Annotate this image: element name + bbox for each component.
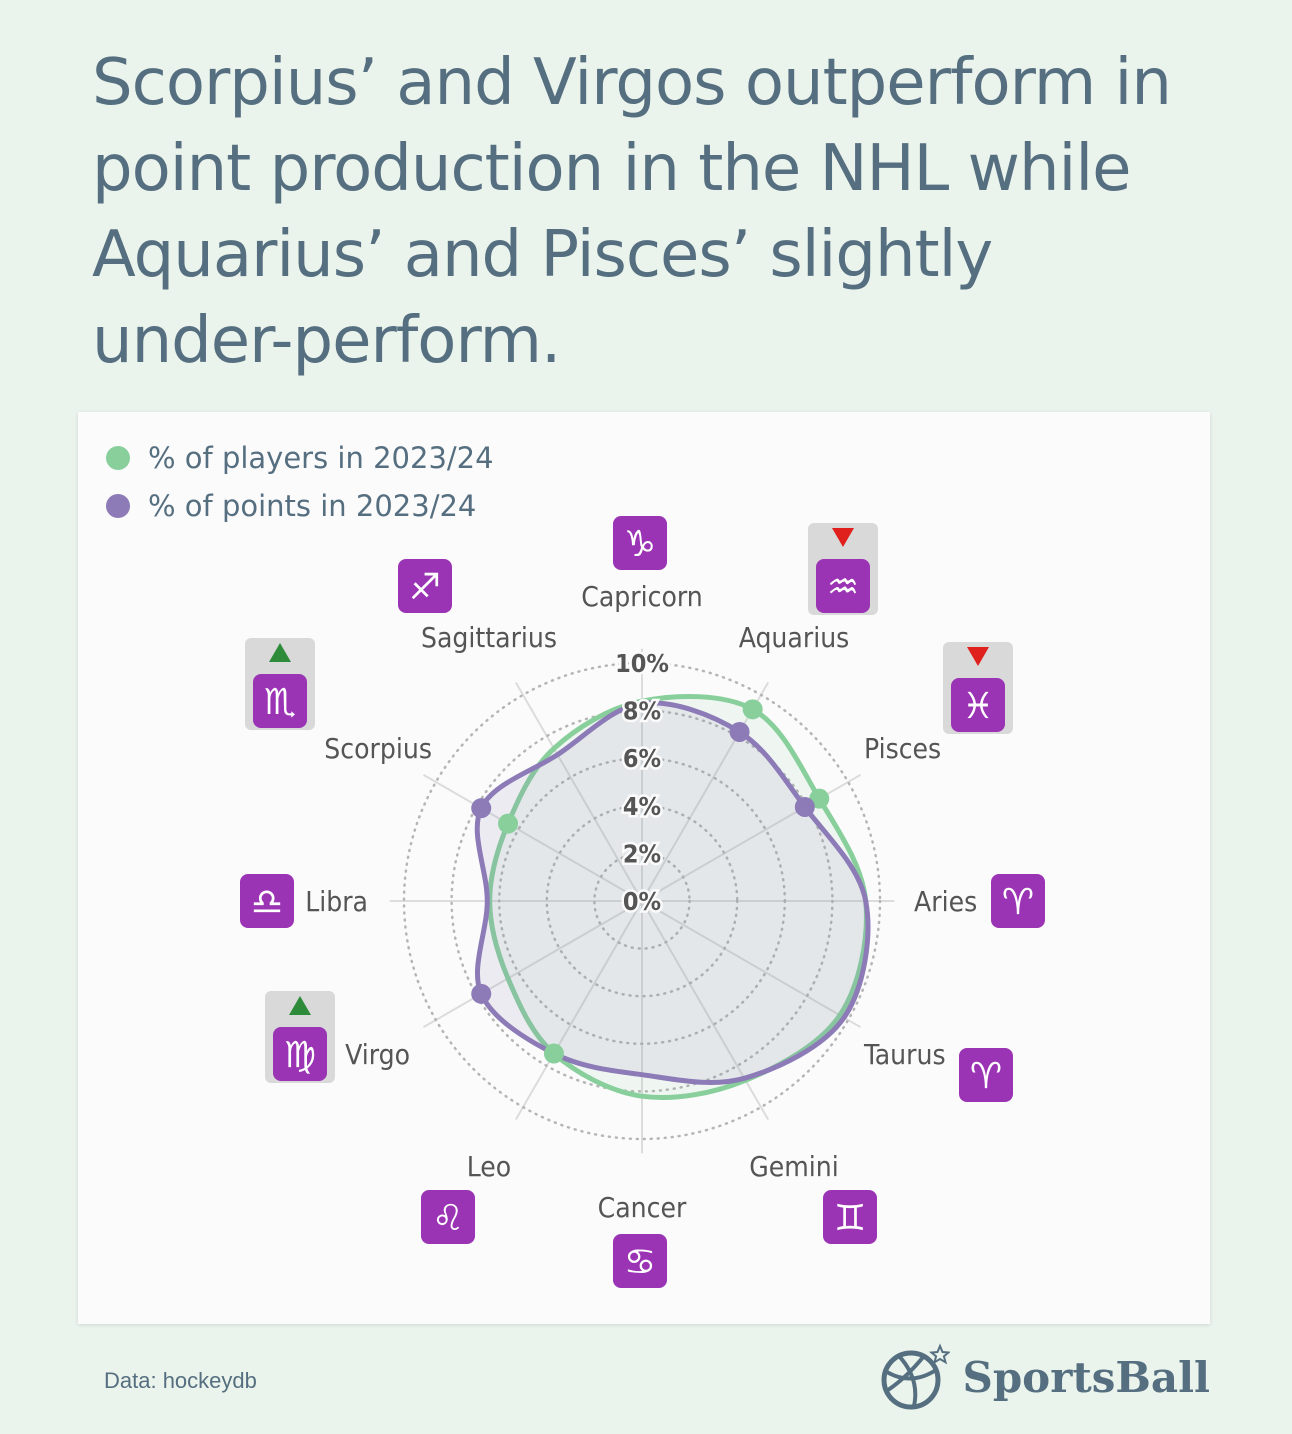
points-point-virgo: [471, 984, 491, 1004]
axis-label-leo: Leo: [466, 1150, 512, 1183]
tick-label-4: 4%: [622, 791, 662, 821]
gemini-glyph: ♊: [833, 1198, 867, 1239]
points-series-line: [477, 703, 868, 1083]
axis-label-aquarius: Aquarius: [738, 621, 850, 654]
axis-label-cancer: Cancer: [597, 1191, 687, 1224]
points-point-aquarius: [730, 722, 750, 742]
taurus-glyph: ♈: [969, 1056, 1003, 1097]
data-source: Data: hockeydb: [104, 1368, 257, 1393]
tick-label-0: 0%: [622, 887, 662, 916]
tick-label-8: 8%: [622, 696, 662, 726]
page-title: Scorpius’ and Virgos outperform in point production in the NHL while Aquarius’ and Pisces’ slightly under-perform.: [92, 46, 1171, 378]
axis-label-capricorn: Capricorn: [581, 580, 703, 613]
sagittarius-glyph: ♐: [408, 567, 442, 608]
brand-name: SportsBall: [962, 1352, 1210, 1402]
brand-logo: [880, 1342, 1210, 1412]
capricorn-glyph: ♑: [623, 524, 657, 565]
cancer-glyph: ♋: [623, 1242, 657, 1283]
radar-chart: [78, 412, 1210, 1324]
libra-glyph: ♎: [250, 882, 284, 923]
players-point-scorpius: [498, 814, 518, 834]
virgo-glyph: ♍: [283, 1035, 317, 1076]
axis-label-aries: Aries: [914, 885, 978, 918]
axis-label-libra: Libra: [305, 885, 368, 918]
aquarius-glyph: ♒: [826, 567, 860, 608]
points-point-pisces: [795, 797, 815, 817]
axis-label-sagittarius: Sagittarius: [420, 621, 558, 654]
tick-label-6: 6%: [622, 744, 662, 774]
aries-glyph: ♈: [1001, 882, 1035, 923]
leo-glyph: ♌: [431, 1198, 465, 1239]
scorpius-glyph: ♏: [263, 682, 297, 723]
players-legend-label: % of players in 2023/24: [148, 441, 494, 475]
axis-label-gemini: Gemini: [749, 1150, 839, 1183]
axis-label-virgo: Virgo: [345, 1038, 410, 1071]
players-point-aquarius: [743, 699, 763, 719]
points-point-scorpius: [471, 798, 491, 818]
players-point-leo: [544, 1044, 564, 1064]
basketball-icon: [880, 1342, 950, 1412]
axis-label-scorpius: Scorpius: [324, 732, 432, 765]
tick-label-2: 2%: [622, 839, 662, 869]
chart-card: [78, 412, 1210, 1324]
points-legend-label: % of points in 2023/24: [148, 489, 477, 523]
tick-label-10: 10%: [615, 649, 669, 678]
axis-label-pisces: Pisces: [864, 732, 942, 765]
axis-label-taurus: Taurus: [864, 1038, 946, 1071]
pisces-glyph: ♓: [961, 686, 995, 727]
